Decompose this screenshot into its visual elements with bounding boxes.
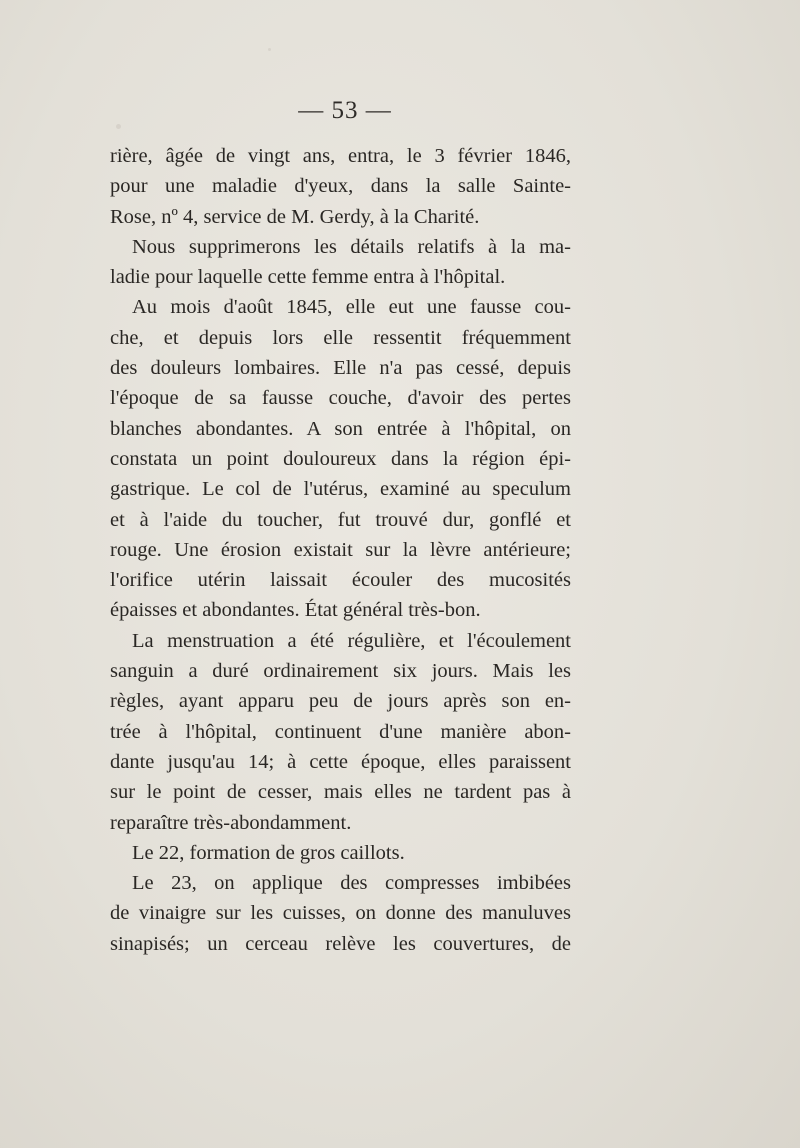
text-line: dante jusqu'au 14; à cette époque, elles paraissent bbox=[110, 750, 571, 773]
text-line: et à l'aide du toucher, fut trouvé dur, gonflé et bbox=[110, 508, 571, 531]
text-line: La menstruation a été régulière, et l'écoulement bbox=[132, 629, 571, 652]
text-line: constata un point douloureux dans la région épi- bbox=[110, 447, 571, 470]
text-line: blanches abondantes. A son entrée à l'hôpital, on bbox=[110, 417, 571, 440]
text-line: gastrique. Le col de l'utérus, examiné au speculum bbox=[110, 478, 571, 501]
text-line: Le 23, on applique des compresses imbibées bbox=[132, 872, 571, 895]
text-line: rière, âgée de vingt ans, entra, le 3 février 1846, bbox=[110, 145, 571, 167]
text-line: rouge. Une érosion existait sur la lèvre antérieure; bbox=[110, 538, 571, 561]
text-line: pour une maladie d'yeux, dans la salle Sainte- bbox=[110, 175, 571, 198]
text-line: Rose, nº 4, service de M. Gerdy, à la Charité. bbox=[110, 205, 480, 228]
text-line: Le 22, formation de gros caillots. bbox=[132, 841, 405, 864]
text-line: ladie pour laquelle cette femme entra à l'hôpital. bbox=[110, 266, 506, 289]
paper-spot bbox=[268, 48, 271, 51]
text-line: épaisses et abondantes. État général très-bon. bbox=[110, 599, 481, 622]
text-line: reparaître très-abondamment. bbox=[110, 811, 352, 834]
text-line: l'orifice utérin laissait écouler des mucosités bbox=[110, 569, 571, 592]
text-line: règles, ayant apparu peu de jours après son en- bbox=[110, 690, 571, 713]
text-line: Nous supprimerons les détails relatifs à la ma- bbox=[132, 235, 571, 258]
text-line: sanguin a duré ordinairement six jours. Mais les bbox=[110, 660, 571, 683]
text-line: che, et depuis lors elle ressentit fréquemment bbox=[110, 326, 571, 349]
text-line: sinapisés; un cerceau relève les couvertures, de bbox=[110, 932, 571, 955]
body-text bbox=[110, 141, 571, 959]
page-number-header: — 53 — bbox=[298, 97, 392, 124]
text-line: trée à l'hôpital, continuent d'une manière abon- bbox=[110, 720, 571, 743]
text-line: des douleurs lombaires. Elle n'a pas cessé, depuis bbox=[110, 357, 571, 380]
text-line: sur le point de cesser, mais elles ne tardent pas à bbox=[110, 781, 571, 804]
text-line: l'époque de sa fausse couche, d'avoir des pertes bbox=[110, 387, 571, 410]
text-line: Au mois d'août 1845, elle eut une fausse cou- bbox=[132, 296, 571, 319]
text-line: de vinaigre sur les cuisses, on donne des manuluves bbox=[110, 902, 571, 925]
